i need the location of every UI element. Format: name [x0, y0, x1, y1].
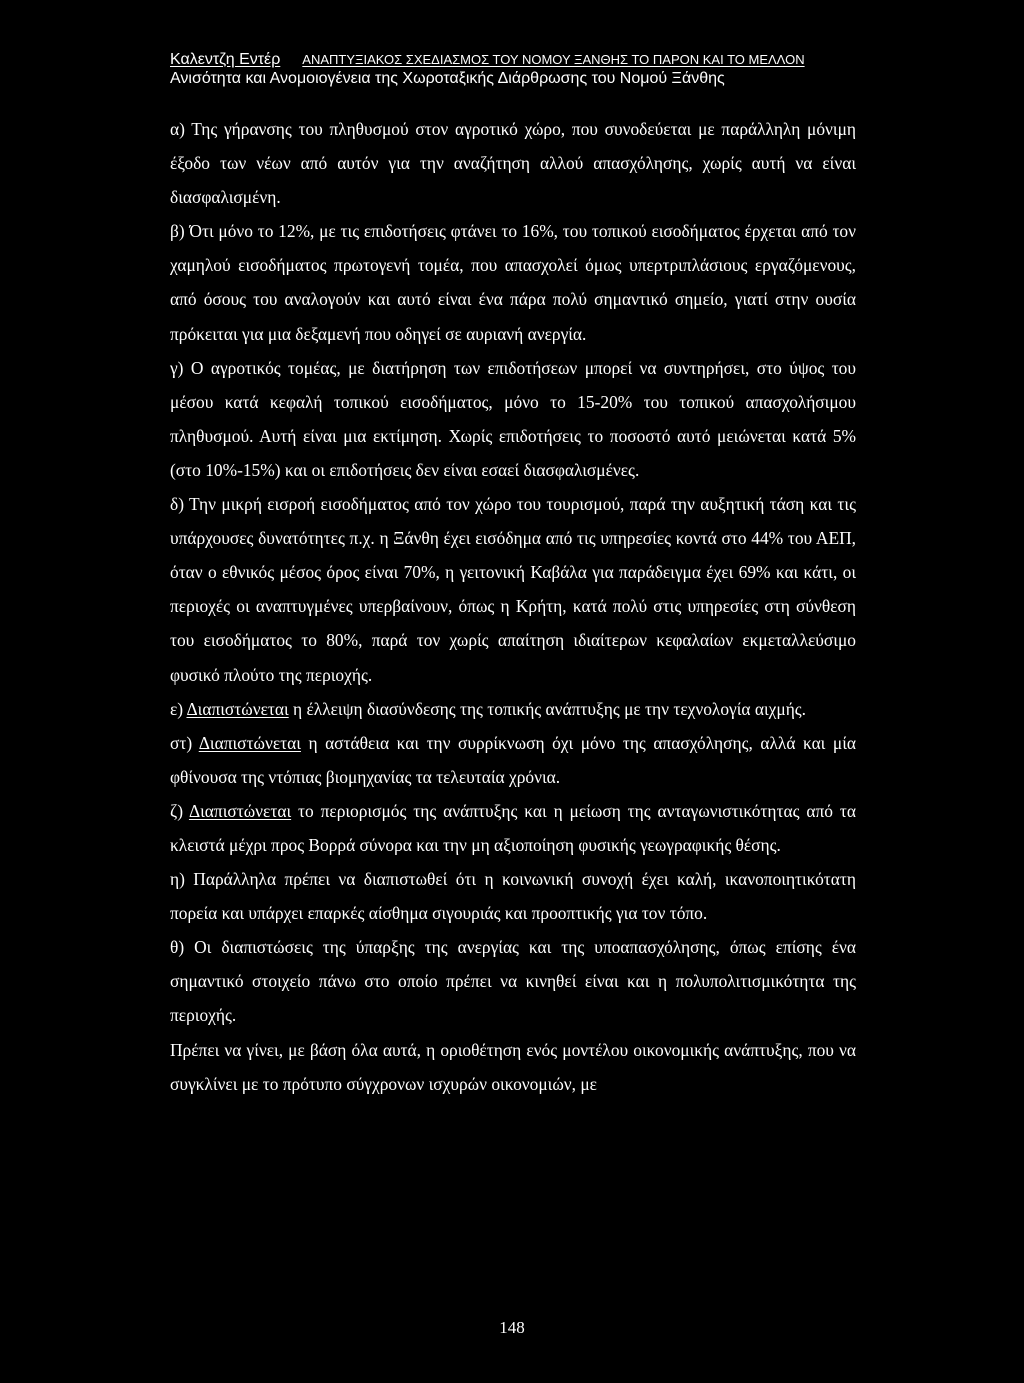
paragraph-i: η) Παράλληλα πρέπει να διαπιστωθεί ότι η κοινωνική συνοχή έχει καλή, ικανοποιητικότατη πορεία και υπάρχει επαρκές αίσθημα σιγουριάς και προοπτικής για τον τόπο.	[170, 869, 856, 924]
underlined-keyword: Διαπιστώνεται	[188, 800, 292, 821]
header-author: Καλεντζη Εντέρ	[170, 51, 281, 68]
running-header	[170, 50, 870, 88]
paragraph-b: β) Ότι μόνο το 12%, με τις επιδοτήσεις φτάνει το 16%, του τοπικού εισοδήματος έρχεται από τον χαμηλού εισοδήματος πρωτογενή τομέα, που απασχολεί όμως υπερτριπλάσιους εργαζόμενους, από όσους του αναλογούν και αυτό είναι ένα πάρα πολύ σημαντικό σημείο, γιατί στην ουσία πρόκειται για μια δεξαμενή που οδηγεί σε αυριανή ανεργία.	[170, 221, 856, 344]
paragraph-z: ζ) Διαπιστώνεται το περιορισμός της ανάπτυξης και η μείωση της ανταγωνιστικότητας από τα κλειστά μέχρι προς Βορρά σύνορα και την μη αξιοποίηση φυσικής γεωγραφικής θέσης.	[170, 800, 856, 855]
underlined-keyword: Διαπιστώνεται	[186, 698, 289, 719]
paragraph-e: ε) Διαπιστώνεται η έλλειψη διασύνδεσης της τοπικής ανάπτυξης με την τεχνολογία αιχμής.	[170, 698, 807, 719]
paragraph-st: στ) Διαπιστώνεται η αστάθεια και την συρρίκνωση όχι μόνο της απασχόλησης, αλλά και μία φθίνουσα της ντόπιας βιομηχανίας τα τελευταία χρόνια.	[170, 732, 856, 787]
paragraph-d: δ) Την μικρή εισροή εισοδήματος από τον χώρο του τουρισμού, παρά την αυξητική τάση και τις υπάρχουσες δυνατότητες π.χ. η Ξάνθη έχει εισόδημα από τις υπηρεσίες κοντά στο 44% του ΑΕΠ, όταν ο εθνικός μέσος όρος είναι 70%, η γειτονική Καβάλα για παράδειγμα έχει 69% και κάτι, οι περιοχές οι αναπτυγμένες υπερβαίνουν, όπως η Κρήτη, κατά πολύ στις υπηρεσίες στη σύνθεση του εισοδήματος το 80%, παρά τον χωρίς απαίτηση ιδιαίτερων κεφαλαίων εκμεταλλεύσιμο φυσικό πλούτο της περιοχής.	[170, 494, 856, 685]
header-series-title: ΑΝΑΠΤΥΞΙΑΚΟΣ ΣΧΕΔΙΑΣΜΟΣ ΤΟΥ ΝΟΜΟΥ ΞΑΝΘΗΣ ΤΟ ΠΑΡΟΝ ΚΑΙ ΤΟ ΜΕΛΛΟΝ	[302, 52, 805, 67]
header-top-line	[170, 50, 870, 69]
paragraph-a: α) Της γήρανσης του πληθυσμού στον αγροτικό χώρο, που συνοδεύεται με παράλληλη μόνιμη έξοδο των νέων από αυτόν για την αναζήτηση αλλού απασχόλησης, χωρίς αυτή να είναι διασφαλισμένη.	[170, 119, 856, 208]
paragraph-c: γ) Ο αγροτικός τομέας, με διατήρηση των επιδοτήσεων μπορεί να συντηρήσει, στο ύψος του μέσου κατά κεφαλή τοπικού εισοδήματος, μόνο το 15-20% του τοπικού απασχολήσιμου πληθυσμού. Αυτή είναι μια εκτίμηση. Χωρίς επιδοτήσεις το ποσοστό αυτό μειώνεται κατά 5% (στο 10%-15%) και οι επιδοτήσεις δεν είναι εσαεί διασφαλισμένες.	[170, 357, 856, 480]
page-number: 148	[499, 1318, 525, 1337]
paragraph-th: θ) Οι διαπιστώσεις της ύπαρξης της ανεργίας και της υποαπασχόλησης, όπως επίσης ένα σημαντικό στοιχείο πάνω στο οποίο πρέπει να κινηθεί είναι και η πολυπολιτισμικότητα της περιοχής.	[170, 937, 856, 1026]
header-subtitle: Ανισότητα και Ανομοιογένεια της Χωροταξικής Διάρθρωσης του Νομού Ξάνθης	[170, 70, 725, 87]
paragraph-conclusion: Πρέπει να γίνει, με βάση όλα αυτά, η οριοθέτηση ενός μοντέλου οικονομικής ανάπτυξης, που να συγκλίνει με το πρότυπο σύγχρονων ισχυρών οικονομιών, με	[170, 1039, 856, 1094]
body-text	[170, 112, 856, 1101]
underlined-keyword: Διαπιστώνεται	[198, 732, 301, 753]
